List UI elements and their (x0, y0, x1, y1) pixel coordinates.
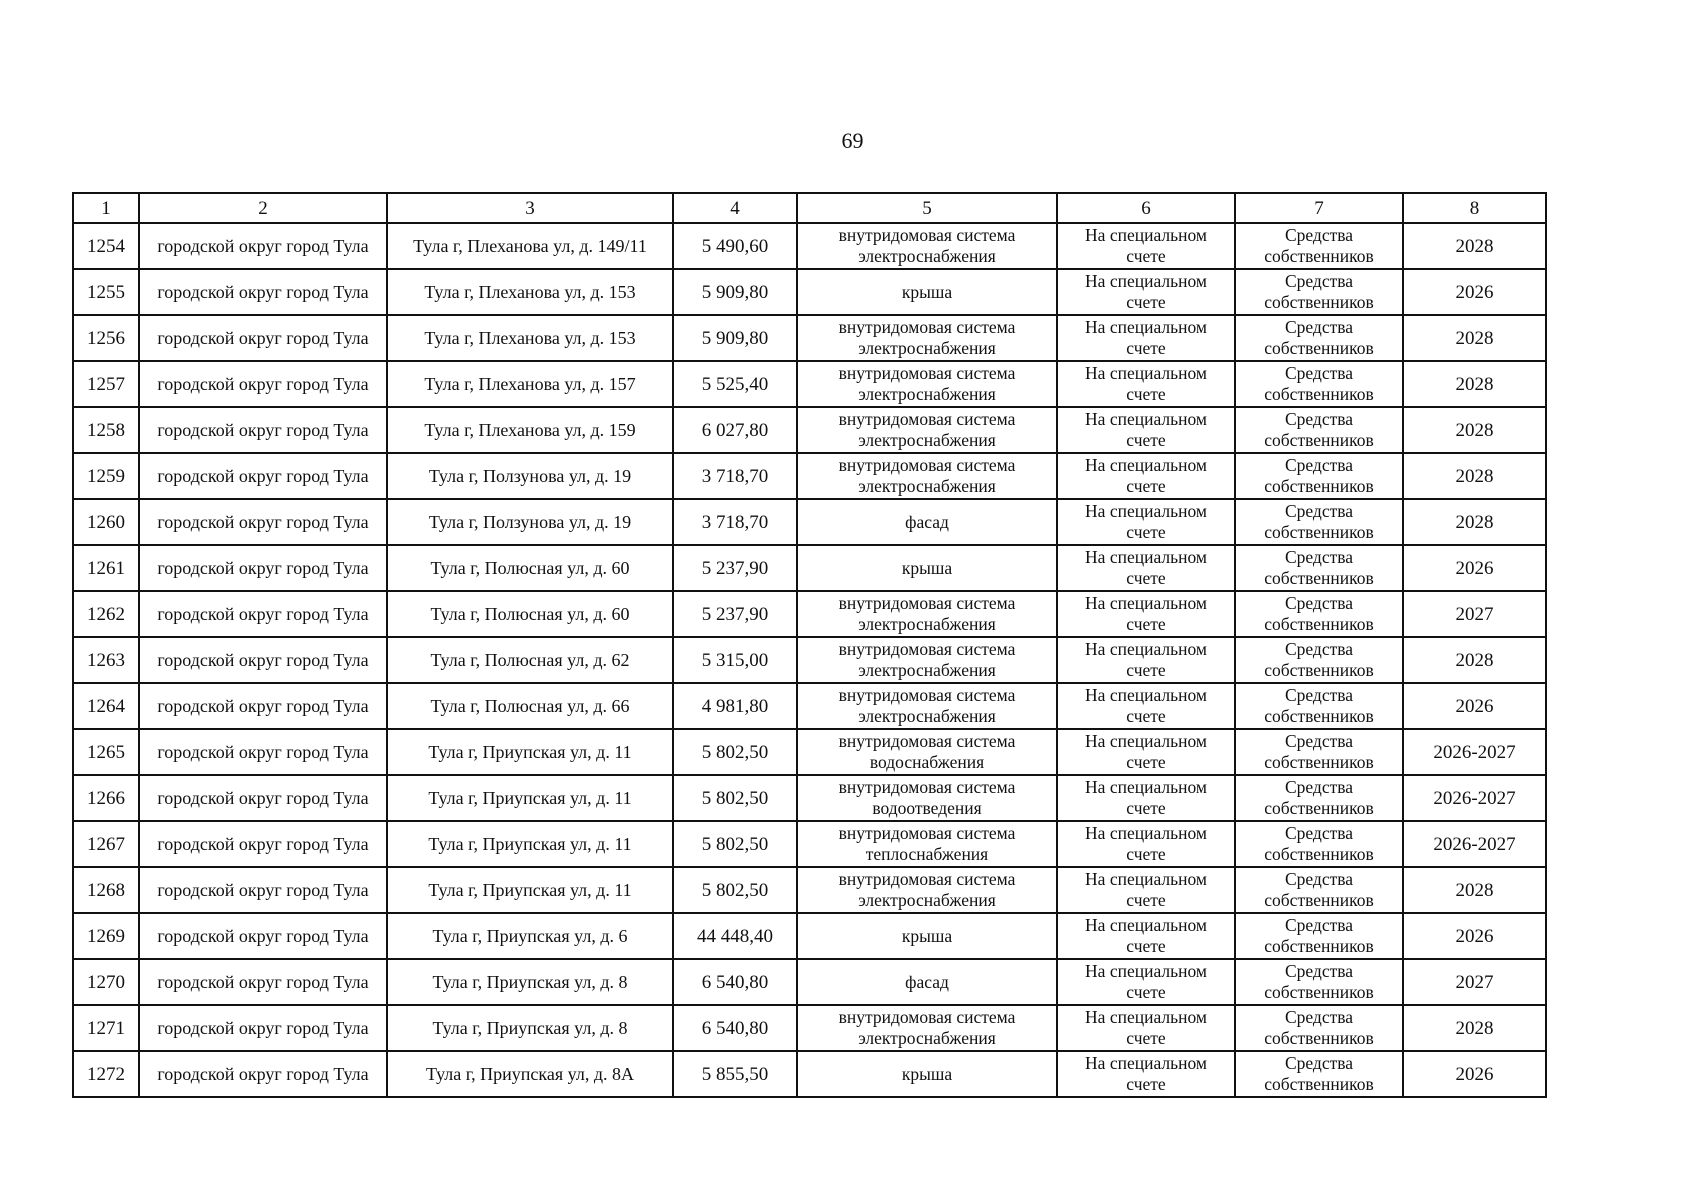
planned-year-cell: 2026-2027 (1403, 821, 1546, 867)
account-type-cell-line: счете (1126, 522, 1166, 542)
account-type-cell-line: счете (1126, 568, 1166, 588)
column-number: 8 (1403, 193, 1546, 223)
funding-source-cell-line: собственников (1264, 476, 1374, 496)
funding-source-cell (1235, 867, 1403, 913)
row-number-cell: 1263 (73, 637, 139, 683)
funding-source-cell-line: собственников (1264, 982, 1374, 1002)
account-type-cell-line: На специальном (1085, 271, 1207, 291)
area-cell: 5 855,50 (673, 1051, 797, 1097)
work-type-cell-line: внутридомовая система (838, 317, 1016, 337)
work-type-cell (797, 361, 1057, 407)
funding-source-cell-line: Средства (1284, 225, 1354, 245)
funding-source-cell-line: Средства (1284, 593, 1354, 613)
account-type-cell-line: На специальном (1085, 823, 1207, 843)
table-row (73, 269, 1546, 315)
account-type-cell-line: счете (1126, 798, 1166, 818)
planned-year-cell: 2026-2027 (1403, 729, 1546, 775)
funding-source-cell-line: собственников (1264, 936, 1374, 956)
work-type-cell-line: водоснабжения (869, 752, 985, 772)
funding-source-cell-line: собственников (1264, 752, 1374, 772)
account-type-cell-line: На специальном (1085, 225, 1207, 245)
table-row (73, 1051, 1546, 1097)
funding-source-cell (1235, 499, 1403, 545)
planned-year-cell: 2028 (1403, 637, 1546, 683)
funding-source-cell-line: Средства (1284, 639, 1354, 659)
account-type-cell-line: счете (1126, 890, 1166, 910)
work-type-cell-line: электроснабжения (858, 1028, 996, 1048)
funding-source-cell-line: Средства (1284, 961, 1354, 981)
funding-source-cell-line: Средства (1284, 547, 1354, 567)
municipality-cell: городской округ город Тула (139, 729, 387, 775)
area-cell: 5 909,80 (673, 269, 797, 315)
work-type-cell (797, 1005, 1057, 1051)
account-type-cell-line: счете (1126, 936, 1166, 956)
planned-year-cell: 2026 (1403, 913, 1546, 959)
funding-source-cell-line: Средства (1284, 317, 1354, 337)
municipality-cell: городской округ город Тула (139, 683, 387, 729)
work-type-cell (797, 591, 1057, 637)
area-cell: 5 802,50 (673, 867, 797, 913)
municipality-cell: городской округ город Тула (139, 1051, 387, 1097)
work-type-cell-line: электроснабжения (858, 430, 996, 450)
column-number: 5 (797, 193, 1057, 223)
capital-repair-table (72, 192, 1547, 1098)
table-row (73, 361, 1546, 407)
area-cell: 5 237,90 (673, 591, 797, 637)
funding-source-cell-line: Средства (1284, 363, 1354, 383)
work-type-cell-line: крыша (901, 925, 953, 946)
area-cell: 6 540,80 (673, 1005, 797, 1051)
planned-year-cell: 2028 (1403, 1005, 1546, 1051)
municipality-cell: городской округ город Тула (139, 315, 387, 361)
row-number-cell: 1269 (73, 913, 139, 959)
work-type-cell-line: электроснабжения (858, 614, 996, 634)
funding-source-cell-line: собственников (1264, 614, 1374, 634)
account-type-cell (1057, 545, 1235, 591)
work-type-cell-line: электроснабжения (858, 706, 996, 726)
account-type-cell-line: счете (1126, 614, 1166, 634)
funding-source-cell (1235, 959, 1403, 1005)
column-number: 4 (673, 193, 797, 223)
account-type-cell (1057, 1005, 1235, 1051)
funding-source-cell (1235, 223, 1403, 269)
account-type-cell-line: На специальном (1085, 961, 1207, 981)
work-type-cell-line: крыша (901, 1063, 953, 1084)
municipality-cell: городской округ город Тула (139, 913, 387, 959)
table-row (73, 821, 1546, 867)
planned-year-cell: 2026 (1403, 1051, 1546, 1097)
account-type-cell-line: На специальном (1085, 593, 1207, 613)
account-type-cell-line: счете (1126, 430, 1166, 450)
row-number-cell: 1266 (73, 775, 139, 821)
row-number-cell: 1258 (73, 407, 139, 453)
funding-source-cell (1235, 407, 1403, 453)
funding-source-cell-line: собственников (1264, 798, 1374, 818)
account-type-cell-line: На специальном (1085, 501, 1207, 521)
row-number-cell: 1257 (73, 361, 139, 407)
municipality-cell: городской округ город Тула (139, 545, 387, 591)
table-row (73, 913, 1546, 959)
municipality-cell: городской округ город Тула (139, 775, 387, 821)
table-row (73, 453, 1546, 499)
work-type-cell (797, 683, 1057, 729)
table-body (73, 223, 1546, 1097)
address-cell: Тула г, Приупская ул, д. 8 (387, 1005, 673, 1051)
account-type-cell (1057, 867, 1235, 913)
address-cell: Тула г, Плеханова ул, д. 153 (387, 269, 673, 315)
address-cell: Тула г, Плеханова ул, д. 157 (387, 361, 673, 407)
municipality-cell: городской округ город Тула (139, 453, 387, 499)
work-type-cell-line: электроснабжения (858, 660, 996, 680)
address-cell: Тула г, Полюсная ул, д. 62 (387, 637, 673, 683)
funding-source-cell-line: собственников (1264, 890, 1374, 910)
work-type-cell-line: внутридомовая система (838, 685, 1016, 705)
planned-year-cell: 2028 (1403, 499, 1546, 545)
address-cell: Тула г, Приупская ул, д. 8А (387, 1051, 673, 1097)
work-type-cell-line: внутридомовая система (838, 869, 1016, 889)
account-type-cell-line: счете (1126, 982, 1166, 1002)
table-row (73, 683, 1546, 729)
funding-source-cell (1235, 729, 1403, 775)
account-type-cell-line: На специальном (1085, 317, 1207, 337)
address-cell: Тула г, Плеханова ул, д. 159 (387, 407, 673, 453)
account-type-cell-line: счете (1126, 384, 1166, 404)
account-type-cell-line: На специальном (1085, 547, 1207, 567)
account-type-cell-line: На специальном (1085, 915, 1207, 935)
funding-source-cell (1235, 453, 1403, 499)
work-type-cell-line: внутридомовая система (838, 777, 1016, 797)
account-type-cell-line: счете (1126, 660, 1166, 680)
account-type-cell-line: На специальном (1085, 731, 1207, 751)
table-row (73, 223, 1546, 269)
account-type-cell (1057, 407, 1235, 453)
address-cell: Тула г, Приупская ул, д. 11 (387, 867, 673, 913)
funding-source-cell-line: Средства (1284, 1053, 1354, 1073)
planned-year-cell: 2028 (1403, 315, 1546, 361)
row-number-cell: 1264 (73, 683, 139, 729)
work-type-cell-line: внутридомовая система (838, 823, 1016, 843)
area-cell: 6 027,80 (673, 407, 797, 453)
account-type-cell (1057, 683, 1235, 729)
area-cell: 5 802,50 (673, 729, 797, 775)
account-type-cell (1057, 591, 1235, 637)
municipality-cell: городской округ город Тула (139, 269, 387, 315)
planned-year-cell: 2028 (1403, 453, 1546, 499)
funding-source-cell-line: Средства (1284, 271, 1354, 291)
funding-source-cell (1235, 545, 1403, 591)
account-type-cell-line: счете (1126, 1028, 1166, 1048)
account-type-cell (1057, 913, 1235, 959)
row-number-cell: 1271 (73, 1005, 139, 1051)
column-number: 7 (1235, 193, 1403, 223)
account-type-cell-line: На специальном (1085, 639, 1207, 659)
table-row (73, 867, 1546, 913)
funding-source-cell-line: собственников (1264, 292, 1374, 312)
account-type-cell-line: счете (1126, 844, 1166, 864)
planned-year-cell: 2026-2027 (1403, 775, 1546, 821)
address-cell: Тула г, Полюсная ул, д. 60 (387, 545, 673, 591)
account-type-cell-line: На специальном (1085, 685, 1207, 705)
row-number-cell: 1261 (73, 545, 139, 591)
municipality-cell: городской округ город Тула (139, 1005, 387, 1051)
row-number-cell: 1265 (73, 729, 139, 775)
work-type-cell (797, 729, 1057, 775)
work-type-cell-line: внутридомовая система (838, 731, 1016, 751)
account-type-cell-line: счете (1126, 476, 1166, 496)
account-type-cell (1057, 775, 1235, 821)
row-number-cell: 1268 (73, 867, 139, 913)
account-type-cell (1057, 1051, 1235, 1097)
funding-source-cell-line: Средства (1284, 777, 1354, 797)
work-type-cell (797, 453, 1057, 499)
account-type-cell-line: счете (1126, 338, 1166, 358)
table-row (73, 959, 1546, 1005)
work-type-cell (797, 913, 1057, 959)
planned-year-cell: 2027 (1403, 959, 1546, 1005)
row-number-cell: 1254 (73, 223, 139, 269)
work-type-cell-line: электроснабжения (858, 476, 996, 496)
funding-source-cell (1235, 637, 1403, 683)
address-cell: Тула г, Ползунова ул, д. 19 (387, 499, 673, 545)
funding-source-cell-line: Средства (1284, 685, 1354, 705)
work-type-cell-line: теплоснабжения (865, 844, 989, 864)
area-cell: 3 718,70 (673, 499, 797, 545)
work-type-cell (797, 223, 1057, 269)
municipality-cell: городской округ город Тула (139, 959, 387, 1005)
table-row (73, 407, 1546, 453)
funding-source-cell-line: Средства (1284, 915, 1354, 935)
address-cell: Тула г, Плеханова ул, д. 153 (387, 315, 673, 361)
row-number-cell: 1256 (73, 315, 139, 361)
row-number-cell: 1267 (73, 821, 139, 867)
work-type-cell (797, 775, 1057, 821)
account-type-cell-line: На специальном (1085, 363, 1207, 383)
work-type-cell (797, 545, 1057, 591)
work-type-cell-line: внутридомовая система (838, 593, 1016, 613)
account-type-cell (1057, 637, 1235, 683)
work-type-cell-line: водоотведения (872, 798, 982, 818)
account-type-cell (1057, 959, 1235, 1005)
funding-source-cell (1235, 269, 1403, 315)
work-type-cell (797, 407, 1057, 453)
area-cell: 5 315,00 (673, 637, 797, 683)
address-cell: Тула г, Полюсная ул, д. 66 (387, 683, 673, 729)
table-row (73, 499, 1546, 545)
planned-year-cell: 2028 (1403, 407, 1546, 453)
account-type-cell-line: На специальном (1085, 409, 1207, 429)
funding-source-cell-line: Средства (1284, 869, 1354, 889)
municipality-cell: городской округ город Тула (139, 591, 387, 637)
account-type-cell (1057, 453, 1235, 499)
funding-source-cell-line: собственников (1264, 522, 1374, 542)
address-cell: Тула г, Плеханова ул, д. 149/11 (387, 223, 673, 269)
account-type-cell-line: На специальном (1085, 869, 1207, 889)
municipality-cell: городской округ город Тула (139, 867, 387, 913)
work-type-cell-line: крыша (901, 281, 953, 302)
municipality-cell: городской округ город Тула (139, 637, 387, 683)
account-type-cell-line: На специальном (1085, 1007, 1207, 1027)
area-cell: 5 802,50 (673, 775, 797, 821)
funding-source-cell-line: собственников (1264, 1074, 1374, 1094)
work-type-cell (797, 959, 1057, 1005)
funding-source-cell-line: Средства (1284, 731, 1354, 751)
municipality-cell: городской округ город Тула (139, 407, 387, 453)
municipality-cell: городской округ город Тула (139, 821, 387, 867)
funding-source-cell-line: собственников (1264, 1028, 1374, 1048)
work-type-cell-line: внутридомовая система (838, 409, 1016, 429)
address-cell: Тула г, Приупская ул, д. 11 (387, 775, 673, 821)
funding-source-cell-line: собственников (1264, 568, 1374, 588)
address-cell: Тула г, Ползунова ул, д. 19 (387, 453, 673, 499)
account-type-cell-line: счете (1126, 1074, 1166, 1094)
funding-source-cell-line: собственников (1264, 844, 1374, 864)
address-cell: Тула г, Полюсная ул, д. 60 (387, 591, 673, 637)
funding-source-cell-line: собственников (1264, 338, 1374, 358)
work-type-cell-line: фасад (905, 511, 949, 532)
account-type-cell-line: На специальном (1085, 455, 1207, 475)
work-type-cell (797, 637, 1057, 683)
work-type-cell-line: внутридомовая система (838, 363, 1016, 383)
municipality-cell: городской округ город Тула (139, 361, 387, 407)
area-cell: 6 540,80 (673, 959, 797, 1005)
funding-source-cell (1235, 591, 1403, 637)
column-number-row (73, 193, 1546, 223)
account-type-cell (1057, 223, 1235, 269)
funding-source-cell (1235, 315, 1403, 361)
row-number-cell: 1259 (73, 453, 139, 499)
account-type-cell-line: счете (1126, 752, 1166, 772)
funding-source-cell (1235, 913, 1403, 959)
work-type-cell-line: внутридомовая система (838, 1007, 1016, 1027)
account-type-cell-line: счете (1126, 292, 1166, 312)
area-cell: 44 448,40 (673, 913, 797, 959)
funding-source-cell-line: собственников (1264, 660, 1374, 680)
account-type-cell (1057, 269, 1235, 315)
table-row (73, 1005, 1546, 1051)
funding-source-cell-line: Средства (1284, 823, 1354, 843)
account-type-cell (1057, 499, 1235, 545)
funding-source-cell-line: собственников (1264, 384, 1374, 404)
address-cell: Тула г, Приупская ул, д. 11 (387, 821, 673, 867)
work-type-cell-line: электроснабжения (858, 338, 996, 358)
area-cell: 4 981,80 (673, 683, 797, 729)
work-type-cell-line: внутридомовая система (838, 225, 1016, 245)
account-type-cell-line: счете (1126, 706, 1166, 726)
funding-source-cell-line: Средства (1284, 1007, 1354, 1027)
table-row (73, 775, 1546, 821)
municipality-cell: городской округ город Тула (139, 499, 387, 545)
account-type-cell (1057, 821, 1235, 867)
planned-year-cell: 2028 (1403, 361, 1546, 407)
area-cell: 5 909,80 (673, 315, 797, 361)
table-row (73, 591, 1546, 637)
work-type-cell (797, 867, 1057, 913)
account-type-cell (1057, 361, 1235, 407)
planned-year-cell: 2027 (1403, 591, 1546, 637)
planned-year-cell: 2026 (1403, 269, 1546, 315)
address-cell: Тула г, Приупская ул, д. 8 (387, 959, 673, 1005)
work-type-cell (797, 1051, 1057, 1097)
funding-source-cell (1235, 1051, 1403, 1097)
column-number: 1 (73, 193, 139, 223)
table-row (73, 729, 1546, 775)
column-number: 3 (387, 193, 673, 223)
work-type-cell-line: внутридомовая система (838, 639, 1016, 659)
work-type-cell-line: фасад (905, 971, 949, 992)
row-number-cell: 1260 (73, 499, 139, 545)
table-row (73, 315, 1546, 361)
area-cell: 3 718,70 (673, 453, 797, 499)
account-type-cell (1057, 315, 1235, 361)
area-cell: 5 237,90 (673, 545, 797, 591)
funding-source-cell (1235, 775, 1403, 821)
row-number-cell: 1270 (73, 959, 139, 1005)
account-type-cell-line: счете (1126, 246, 1166, 266)
funding-source-cell-line: Средства (1284, 501, 1354, 521)
address-cell: Тула г, Приупская ул, д. 11 (387, 729, 673, 775)
row-number-cell: 1255 (73, 269, 139, 315)
planned-year-cell: 2028 (1403, 223, 1546, 269)
work-type-cell-line: крыша (901, 557, 953, 578)
row-number-cell: 1272 (73, 1051, 139, 1097)
work-type-cell (797, 315, 1057, 361)
funding-source-cell (1235, 1005, 1403, 1051)
row-number-cell: 1262 (73, 591, 139, 637)
planned-year-cell: 2026 (1403, 683, 1546, 729)
planned-year-cell: 2026 (1403, 545, 1546, 591)
funding-source-cell (1235, 683, 1403, 729)
work-type-cell (797, 821, 1057, 867)
funding-source-cell-line: собственников (1264, 706, 1374, 726)
work-type-cell-line: внутридомовая система (838, 455, 1016, 475)
account-type-cell-line: На специальном (1085, 1053, 1207, 1073)
account-type-cell-line: На специальном (1085, 777, 1207, 797)
funding-source-cell-line: собственников (1264, 246, 1374, 266)
funding-source-cell (1235, 821, 1403, 867)
column-number: 2 (139, 193, 387, 223)
area-cell: 5 802,50 (673, 821, 797, 867)
municipality-cell: городской округ город Тула (139, 223, 387, 269)
area-cell: 5 525,40 (673, 361, 797, 407)
funding-source-cell-line: Средства (1284, 409, 1354, 429)
column-number: 6 (1057, 193, 1235, 223)
planned-year-cell: 2028 (1403, 867, 1546, 913)
funding-source-cell-line: Средства (1284, 455, 1354, 475)
work-type-cell (797, 269, 1057, 315)
address-cell: Тула г, Приупская ул, д. 6 (387, 913, 673, 959)
work-type-cell-line: электроснабжения (858, 246, 996, 266)
page-number: 69 (841, 128, 864, 153)
area-cell: 5 490,60 (673, 223, 797, 269)
work-type-cell (797, 499, 1057, 545)
work-type-cell-line: электроснабжения (858, 890, 996, 910)
table-row (73, 545, 1546, 591)
table-row (73, 637, 1546, 683)
funding-source-cell-line: собственников (1264, 430, 1374, 450)
account-type-cell (1057, 729, 1235, 775)
work-type-cell-line: электроснабжения (858, 384, 996, 404)
funding-source-cell (1235, 361, 1403, 407)
